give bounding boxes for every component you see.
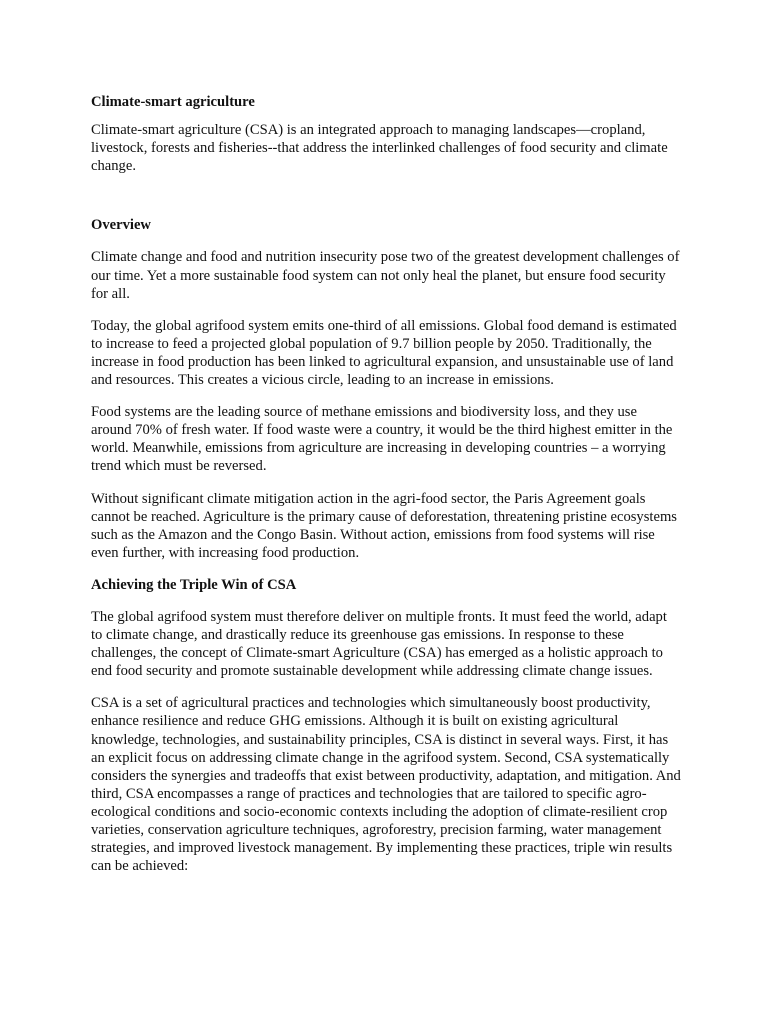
document-title: Climate-smart agriculture [91, 94, 255, 110]
document-body [91, 93, 681, 889]
overview-paragraph-4: Without significant climate mitigation action in the agri-food sector, the Paris Agreement goals cannot be reached. Agriculture is the primary cause of deforestation, threatening pristine ecosystems such as the Amazon and the Congo Basin. Without action, emissions from food systems will rise even further, with increasing food production. [91, 490, 677, 561]
triple-win-heading: Achieving the Triple Win of CSA [91, 576, 297, 593]
overview-paragraph-1: Climate change and food and nutrition insecurity pose two of the greatest development challenges of our time. Yet a more sustainable food system can not only heal the planet, but ensure food security for all. [91, 249, 680, 302]
triple-win-paragraph-2: CSA is a set of agricultural practices and technologies which simultaneously boost productivity, enhance resilience and reduce GHG emissions. Although it is built on existing agricultural knowledge, technologies, and sustainability principles, CSA is distinct in several ways. First, it has an explicit focus on addressing climate change in the agrifood system. Second, CSA systematically considers the synergies and tradeoffs that exist between productivity, adaptation, and mitigation. And third, CSA encompasses a range of practices and technologies that are tailored to specific agro-ecological conditions and socio-economic contexts including the adoption of climate-resilient crop varieties, conservation agriculture techniques, agroforestry, precision farming, water management strategies, and improved livestock management. By implementing these practices, triple win results can be achieved: [91, 695, 681, 875]
overview-heading: Overview [91, 217, 151, 234]
overview-paragraph-2: Today, the global agrifood system emits one-third of all emissions. Global food demand is estimated to increase to feed a projected global population of 9.7 billion people by 2050. Traditionally, the increase in food production has been linked to agricultural expansion, and unsustainable use of land and resources. This creates a vicious circle, leading to an increase in emissions. [91, 317, 677, 389]
overview-paragraph-3: Food systems are the leading source of methane emissions and biodiversity loss, and they use around 70% of fresh water. If food waste were a country, it would be the third highest emitter in the world. Meanwhile, emissions from agriculture are increasing in developing countries – a worrying trend which must be reversed. [91, 404, 673, 475]
triple-win-paragraph-1: The global agrifood system must therefore deliver on multiple fronts. It must feed the world, adapt to climate change, and drastically reduce its greenhouse gas emissions. In response to these challenges, the concept of Climate-smart Agriculture (CSA) has emerged as a holistic approach to end food security and promote sustainable development while addressing climate change issues. [91, 608, 667, 680]
intro-paragraph: Climate-smart agriculture (CSA) is an integrated approach to managing landscapes—cropland, livestock, forests and fisheries--that address the interlinked challenges of food security and climate change. [91, 122, 668, 175]
